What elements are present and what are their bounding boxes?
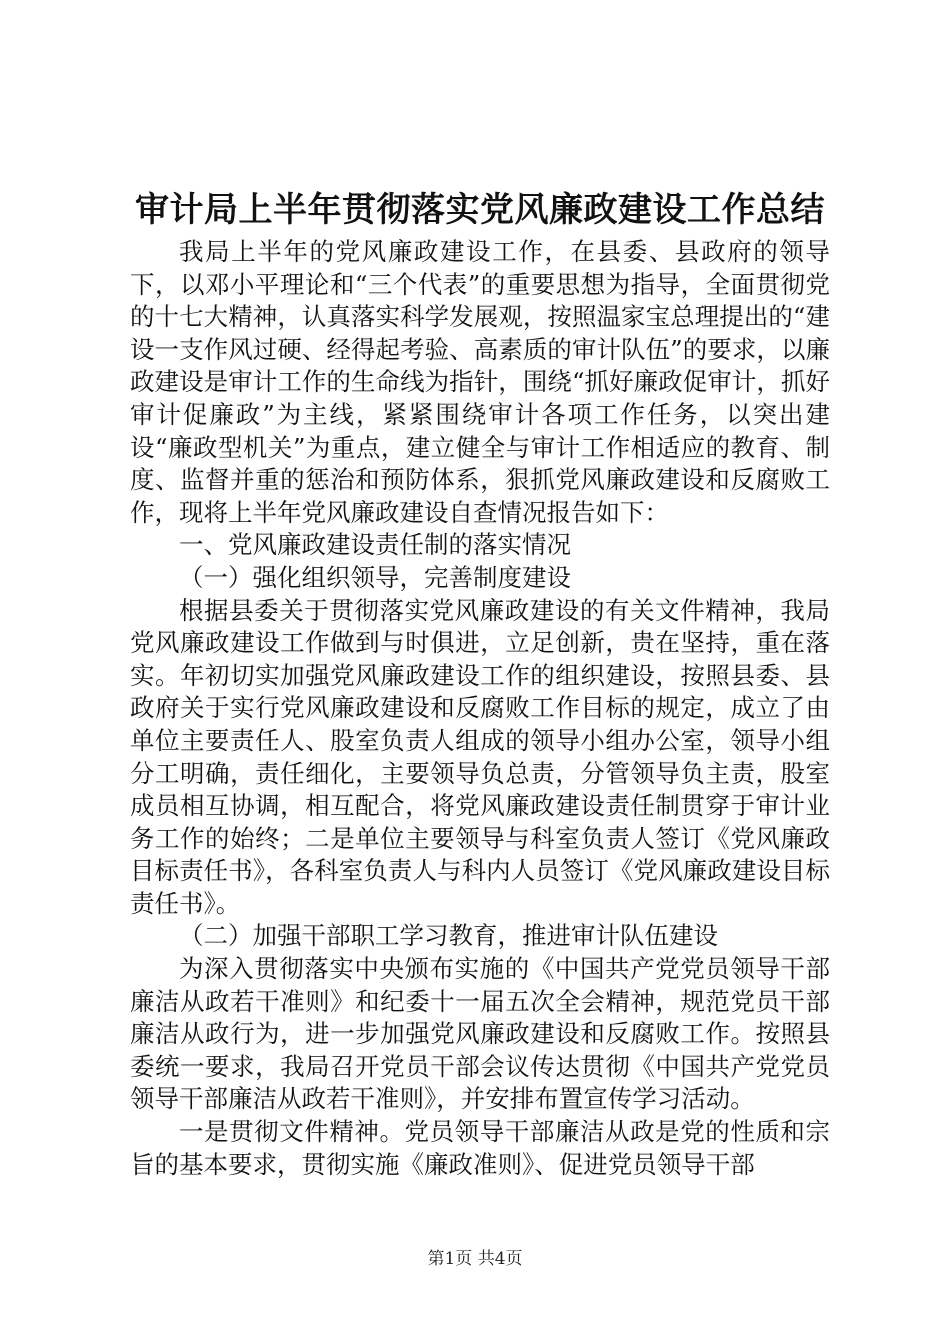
subsection-heading-1: （一）强化组织领导，完善制度建设 — [179, 562, 571, 592]
document-page — [130, 188, 830, 1181]
paragraph-implement: 一是贯彻文件精神。党员领导干部廉洁从政是党的性质和宗旨的基本要求，贯彻实施《廉政准则》、促进党员领导干部 — [130, 1117, 830, 1179]
paragraph-intro: 我局上半年的党风廉政建设工作，在县委、县政府的领导下，以邓小平理论和“三个代表”的重要思想为指导，全面贯彻党的十七大精神，认真落实科学发展观，按照温家宝总理提出的“建设一支作风过硬、经得起考验、高素质的审计队伍”的要求，以廉政建设是审计工作的生命线为指针，围绕“抓好廉政促审计，抓好审计促廉政”为主线，紧紧围绕审计各项工作任务，以突出建设“廉政型机关”为重点，建立健全与审计工作相适应的教育、制度、监督并重的惩治和预防体系，狠抓党风廉政建设和反腐败工作，现将上半年党风廉政建设自查情况报告如下： — [130, 237, 830, 527]
paragraph-organization: 根据县委关于贯彻落实党风廉政建设的有关文件精神，我局党风廉政建设工作做到与时俱进，立足创新，贵在坚持，重在落实。年初切实加强党风廉政建设工作的组织建设，按照县委、县政府关于实行党风廉政建设和反腐败工作目标的规定，成立了由单位主要责任人、股室负责人组成的领导小组办公室，领导小组分工明确，责任细化，主要领导负总责，分管领导负主责，股室成员相互协调，相互配合，将党风廉政建设责任制贯穿于审计业务工作的始终；二是单位主要领导与科室负责人签订《党风廉政目标责任书》，各科室负责人与科内人员签订《党风廉政建设目标责任书》。 — [130, 595, 830, 918]
page-number: 第1页 共4页 — [427, 1249, 523, 1269]
subsection-heading-2: （二）加强干部职工学习教育，推进审计队伍建设 — [179, 921, 718, 951]
paragraph-study: 为深入贯彻落实中央颁布实施的《中国共产党党员领导干部廉洁从政若干准则》和纪委十一届五次全会精神，规范党员干部廉洁从政行为，进一步加强党风廉政建设和反腐败工作。按照县委统一要求，我局召开党员干部会议传达贯彻《中国共产党党员领导干部廉洁从政若干准则》，并安排布置宣传学习活动。 — [130, 954, 830, 1114]
section-heading-1: 一、党风廉政建设责任制的落实情况 — [179, 530, 571, 560]
document-title: 审计局上半年贯彻落实党风廉政建设工作总结 — [135, 190, 825, 230]
document-body — [130, 236, 830, 1181]
page-footer — [0, 1244, 950, 1269]
